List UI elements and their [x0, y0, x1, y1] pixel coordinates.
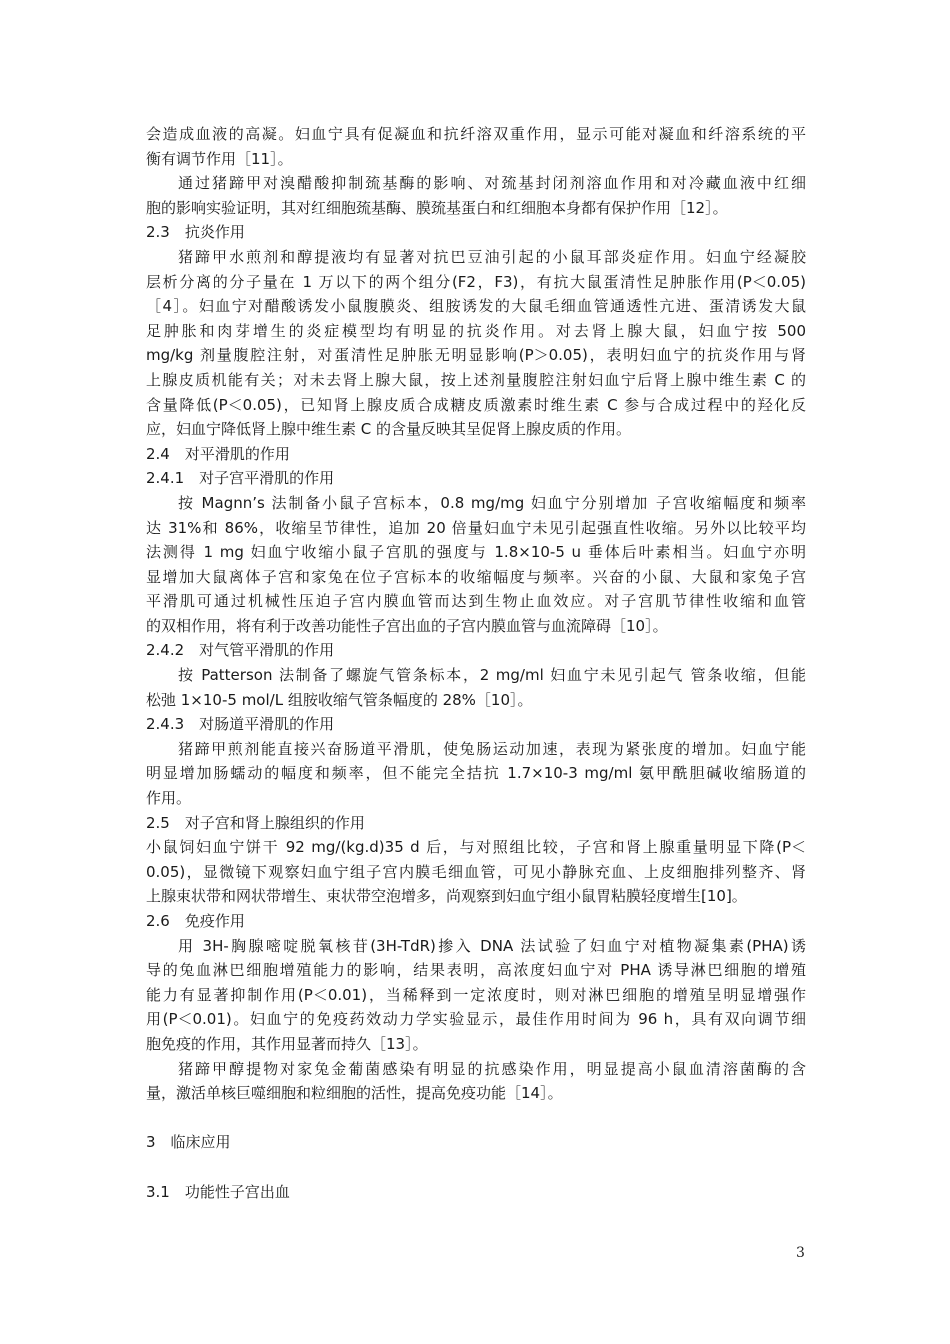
section-heading: 2.3 抗炎作用: [146, 223, 245, 242]
section-heading: 2.4 对平滑肌的作用: [146, 444, 290, 463]
page-number: 3: [796, 1245, 805, 1261]
paragraph-line: 明显增加肠蠕动的幅度和频率，但不能完全拮抗 1.7×10-3 mg/ml 氨甲酰胆碱收缩肠道的: [146, 764, 806, 783]
section-heading: 3 临床应用: [146, 1133, 231, 1152]
paragraph-line: 猪蹄甲煎剂能直接兴奋肠道平滑肌，使兔肠运动加速，表现为紧张度的增加。妇血宁能: [178, 739, 806, 758]
paragraph-line: 作用。: [146, 789, 192, 808]
section-heading: 2.4.2 对气管平滑肌的作用: [146, 641, 335, 660]
paragraph-line: 显增加大鼠离体子宫和家兔在位子宫标本的收缩幅度与频率。兴奋的小鼠、大鼠和家兔子宫: [146, 567, 806, 586]
paragraph-line: mg/kg 剂量腹腔注射，对蛋清性足肿胀无明显影响(P＞0.05)，表明妇血宁的抗炎作用与肾: [146, 346, 806, 365]
paragraph-line: 会造成血液的高凝。妇血宁具有促凝血和抗纤溶双重作用，显示可能对凝血和纤溶系统的平: [146, 125, 806, 143]
section-heading: 2.5 对子宫和肾上腺组织的作用: [146, 813, 365, 832]
paragraph-line: 0.05)，显微镜下观察妇血宁组子宫内膜毛细血管，可见小静脉充血、上皮细胞排列整齐、肾: [146, 862, 806, 881]
paragraph-line: 胞免疫的作用，其作用显著而持久［13］。: [146, 1034, 428, 1053]
paragraph-line: 上腺皮质机能有关；对未去肾上腺大鼠，按上述剂量腹腔注射妇血宁后肾上腺中维生素 C 的: [146, 370, 806, 389]
section-heading: 3.1 功能性子宫出血: [146, 1182, 290, 1201]
paragraph-line: 层析分离的分子量在 1 万以下的两个组分(F2，F3)，有抗大鼠蛋清性足肿胀作用(P＜0.05): [146, 272, 806, 291]
section-heading: 2.4.1 对子宫平滑肌的作用: [146, 469, 335, 488]
paragraph-line: 含量降低(P＜0.05)，已知肾上腺皮质合成糖皮质激素时维生素 C 参与合成过程中的羟化反: [146, 395, 806, 414]
paragraph-line: 达 31%和 86%，收缩呈节律性，追加 20 倍量妇血宁未见引起强直性收缩。另外以比较平均: [146, 518, 806, 537]
blank-line: [146, 1155, 806, 1180]
paragraph-line: 胞的影响实验证明，其对红细胞巯基酶、膜巯基蛋白和红细胞本身都有保护作用［12］。: [146, 198, 728, 217]
paragraph-line: 量，激活单核巨噬细胞和粒细胞的活性，提高免疫功能［14］。: [146, 1084, 563, 1103]
paragraph-line: 按 Magnn’s 法制备小鼠子宫标本，0.8 mg/mg 妇血宁分别增加 子宫收缩幅度和频率: [178, 493, 806, 512]
section-heading: 2.4.3 对肠道平滑肌的作用: [146, 715, 335, 734]
blank-line: [146, 1106, 806, 1131]
paragraph-line: 导的兔血淋巴细胞增殖能力的影响，结果表明，高浓度妇血宁对 PHA 诱导淋巴细胞的增殖: [146, 961, 806, 980]
paragraph-line: 平滑肌可通过机械性压迫子宫内膜血管而达到生物止血效应。对子宫肌节律性收缩和血管: [146, 592, 806, 611]
paragraph-line: 按 Patterson 法制备了螺旋气管条标本，2 mg/ml 妇血宁未见引起气 管条收缩，但能: [178, 666, 806, 685]
paragraph-line: 法测得 1 mg 妇血宁收缩小鼠子宫肌的强度与 1.8×10-5 u 垂体后叶素相当。妇血宁亦明: [146, 543, 806, 562]
paragraph-line: 足肿胀和肉芽增生的炎症模型均有明显的抗炎作用。对去肾上腺大鼠，妇血宁按 500: [146, 321, 806, 340]
paragraph-line: 松弛 1×10-5 mol/L 组胺收缩气管条幅度的 28%［10］。: [146, 690, 533, 709]
paragraph-line: 猪蹄甲醇提物对家兔金葡菌感染有明显的抗感染作用，明显提高小鼠血清溶菌酶的含: [178, 1059, 806, 1078]
document-body: [146, 122, 806, 1204]
paragraph-line: 猪蹄甲水煎剂和醇提液均有显著对抗巴豆油引起的小鼠耳部炎症作用。妇血宁经凝胶: [178, 247, 806, 266]
paragraph-line: 的双相作用，将有利于改善功能性子宫出血的子宫内膜血管与血流障碍［10］。: [146, 616, 668, 635]
paragraph-line: 上腺束状带和网状带增生、束状带空泡增多，尚观察到妇血宁组小鼠胃粘膜轻度增生[10]。: [146, 887, 747, 906]
paragraph-line: 衡有调节作用［11］。: [146, 149, 293, 168]
paragraph-line: 通过猪蹄甲对溴醋酸抑制巯基酶的影响、对巯基封闭剂溶血作用和对冷藏血液中红细: [178, 174, 806, 193]
paragraph-line: 用(P＜0.01)。妇血宁的免疫药效动力学实验显示，最佳作用时间为 96 h，具有双向调节细: [146, 1010, 806, 1029]
paragraph-line: 用 3H-胸腺嘧啶脱氧核苷(3H-TdR)掺入 DNA 法试验了妇血宁对植物凝集素(PHA)诱: [178, 936, 806, 955]
paragraph-line: 能力有显著抑制作用(P＜0.01)，当稀释到一定浓度时，则对淋巴细胞的增殖呈明显增强作: [146, 985, 806, 1004]
paragraph-line: 小鼠饲妇血宁饼干 92 mg/(kg.d)35 d 后，与对照组比较，子宫和肾上腺重量明显下降(P＜: [146, 838, 806, 857]
paragraph-line: 应，妇血宁降低肾上腺中维生素 C 的含量反映其呈促肾上腺皮质的作用。: [146, 420, 632, 439]
paragraph-line: ［4］。妇血宁对醋酸诱发小鼠腹膜炎、组胺诱发的大鼠毛细血管通透性亢进、蛋清诱发大鼠: [146, 297, 806, 316]
section-heading: 2.6 免疫作用: [146, 912, 245, 930]
